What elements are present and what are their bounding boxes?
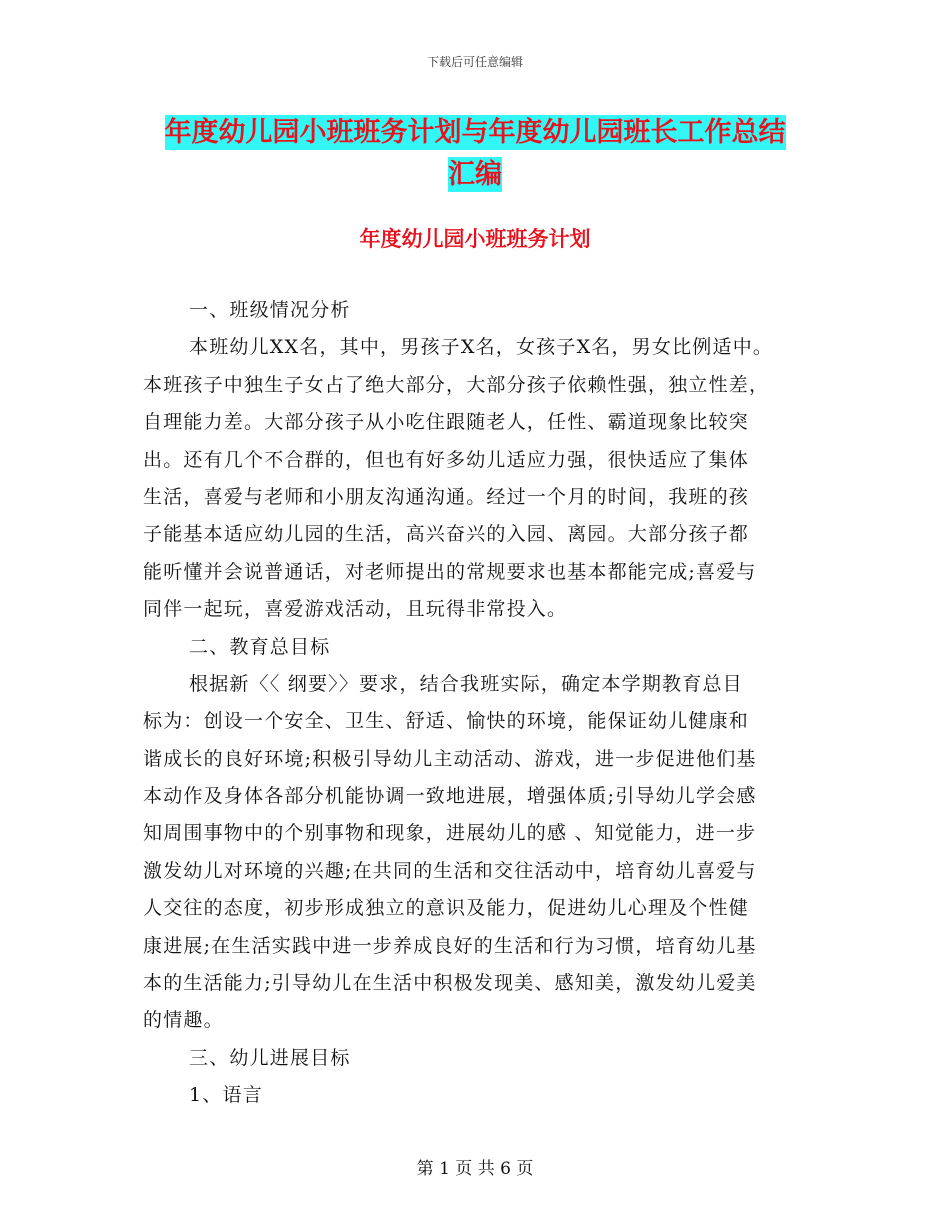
paragraph-line: 出。还有几个不合群的，但也有好多幼儿适应力强，很快适应了集体 bbox=[143, 448, 750, 471]
paragraph-line: 的情趣。 bbox=[143, 1009, 224, 1032]
heading-class-analysis: 一、班级情况分析 bbox=[189, 299, 351, 321]
paragraph-line: 康进展;在生活实践中进一步养成良好的生活和行为习惯，培育幼儿基 bbox=[143, 934, 757, 957]
paragraph-line: 生活，喜爱与老师和小朋友沟通沟通。经过一个月的时间，我班的孩 bbox=[143, 485, 750, 508]
paragraph-line: 子能基本适应幼儿园的生活，高兴奋兴的入园、离园。大部分孩子都 bbox=[143, 523, 750, 546]
heading-education-goals: 二、教育总目标 bbox=[189, 635, 331, 658]
paragraph-line: 本的生活能力;引导幼儿在生活中积极发现美、感知美，激发幼儿爱美 bbox=[143, 972, 757, 995]
document-title bbox=[150, 112, 800, 196]
paragraph-line: 同伴一起玩，喜爱游戏活动，且玩得非常投入。 bbox=[143, 598, 568, 621]
page-footer: 第 1 页 共 6 页 bbox=[416, 1159, 534, 1179]
paragraph-line: 谐成长的良好环境;积极引导幼儿主动活动、游戏，进一步促进他们基 bbox=[143, 747, 757, 770]
paragraph-line: 自理能力差。大部分孩子从小吃住跟随老人，任性、霸道现象比较突 bbox=[143, 411, 750, 434]
document-title-line-1: 年度幼儿园小班班务计划与年度幼儿园班长工作总结 bbox=[164, 117, 786, 148]
paragraph-line: 激发幼儿对环境的兴趣;在共同的生活和交往活动中，培育幼儿喜爱与 bbox=[143, 859, 757, 882]
document-title-line-2: 汇编 bbox=[448, 159, 502, 190]
header-note: 下载后可任意编辑 bbox=[426, 55, 523, 69]
paragraph-line: 标为：创设一个安全、卫生、舒适、愉快的环境，能保证幼儿健康和 bbox=[143, 710, 750, 733]
section-title: 年度幼儿园小班班务计划 bbox=[359, 227, 591, 251]
paragraph-line: 知周围事物中的个别事物和现象，进展幼儿的感 、知觉能力，进一步 bbox=[143, 822, 757, 845]
paragraph-line: 根据新〈〈 纲要〉〉要求，结合我班实际，确定本学期教育总目 bbox=[189, 672, 743, 695]
paragraph-line: 本班幼儿XX名，其中，男孩子X名，女孩子X名，男女比例适中。 bbox=[189, 336, 774, 359]
paragraph-line: 本动作及身体各部分机能协调一致地进展，增强体质;引导幼儿学会感 bbox=[143, 785, 757, 808]
paragraph-line: 人交往的态度，初步形成独立的意识及能力，促进幼儿心理及个性健 bbox=[143, 897, 750, 920]
heading-language: 1、语言 bbox=[189, 1084, 263, 1107]
paragraph-line: 能听懂并会说普通话，对老师提出的常规要求也基本都能完成;喜爱与 bbox=[143, 560, 757, 583]
heading-development-goals: 三、幼儿进展目标 bbox=[189, 1046, 351, 1069]
paragraph-line: 本班孩子中独生子女占了绝大部分，大部分孩子依赖性强，独立性差， bbox=[143, 373, 770, 396]
body-text bbox=[143, 292, 815, 1115]
